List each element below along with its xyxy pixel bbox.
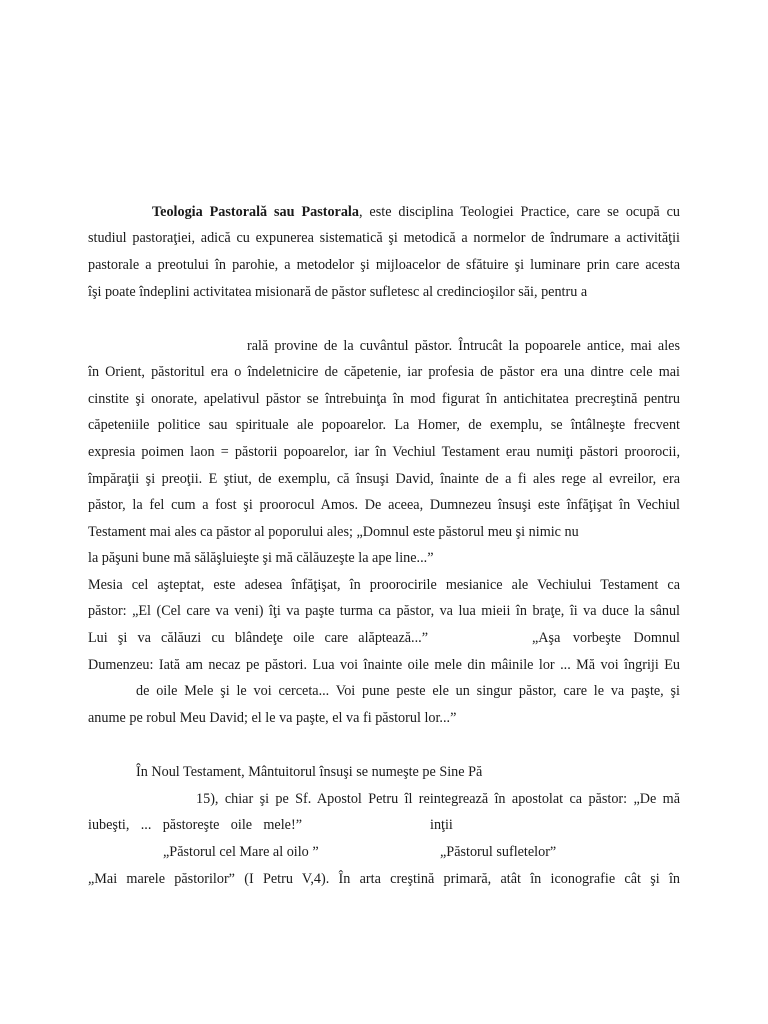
- paragraph-2-line-11: păstor: „El (Cel care va veni) îţi va paşte turma ca păstor, va lua mieii în braţe, îi va duce la sânul: [88, 603, 680, 619]
- paragraph-3-line-4-b: „Păstorul sufletelor”: [440, 844, 557, 860]
- paragraph-3-line-3-a: iubeşti, ... păstoreşte oile mele!”: [88, 817, 302, 833]
- paragraph-2-line-10: Mesia cel aşteptat, este adesea înfăţişat, în proorocirile mesianice ale Vechiului Testament ca: [88, 577, 680, 593]
- paragraph-2-line-13: Dumenzeu: Iată am necaz pe păstori. Lua voi înainte oile mele din mâinile lor ... Mă voi îngriji Eu: [88, 657, 680, 673]
- paragraph-3-line-1: În Noul Testament, Mântuitorul însuşi se numeşte pe Sine Pă: [136, 764, 483, 780]
- paragraph-1-line-2: studiul pastoraţiei, adică cu expunerea sistematică şi metodică a normelor de îndrumare a activităţii: [88, 230, 680, 246]
- paragraph-2-line-7: păstor, la fel cum a fost şi proorocul Amos. De aceea, Dumnezeu însuşi este înfăţişat în Vechiul: [88, 497, 680, 513]
- paragraph-3-line-4-a: „Păstorul cel Mare al oilo ”: [163, 844, 319, 860]
- paragraph-1-line-1: [152, 203, 680, 221]
- paragraph-1-line-3: pastorale a preotului în parohie, a metodelor şi mijloacelor de sfătuire şi luminare prin care acesta: [88, 257, 680, 273]
- paragraph-3-line-5: „Mai marele păstorilor” (I Petru V,4). În arta creştină primară, atât în iconografie cât şi în: [88, 871, 680, 887]
- paragraph-3-line-2: 15), chiar şi pe Sf. Apostol Petru îl reintegrează în apostolat ca păstor: „De mă: [196, 791, 680, 807]
- paragraph-2-line-5: expresia poimen laon = păstorii popoarelor, iar în Vechiul Testament erau numiţi păstori proorocii,: [88, 444, 680, 460]
- paragraph-2-line-14: de oile Mele şi le voi cerceta... Voi pune peste ele un singur păstor, care le va paşte, şi: [136, 683, 680, 699]
- paragraph-2-line-15: anume pe robul Meu David; el le va paşte, el va fi păstorul lor...”: [88, 710, 457, 726]
- paragraph-3-line-3-b: inţii: [430, 817, 453, 833]
- paragraph-2-line-8: Testament mai ales ca păstor al poporului ales; „Domnul este păstorul meu şi nimic nu: [88, 524, 579, 540]
- paragraph-2-line-3: cinstite şi onorate, apelativul păstor se întrebuinţa în mod figurat în antichitatea precreştină pentru: [88, 391, 680, 407]
- paragraph-1-line-1-rest: , este disciplina Teologiei Practice, care se ocupă cu: [358, 204, 680, 220]
- paragraph-2-line-4: căpeteniile politice sau spirituale ale popoarelor. La Homer, de exemplu, se întâlneşte frecvent: [88, 417, 680, 433]
- paragraph-1-line-4: îşi poate îndeplini activitatea misionară de păstor sufletesc al credincioşilor săi, pentru a: [88, 284, 588, 300]
- paragraph-2-line-1: rală provine de la cuvântul păstor. Întrucât la popoarele antice, mai ales: [247, 338, 680, 354]
- paragraph-2-line-2: în Orient, păstoritul era o îndeletnicire de căpetenie, iar profesia de păstor era una dintre cele mai: [88, 364, 680, 380]
- paragraph-2-line-6: împăraţii şi preoţii. E ştiut, de exemplu, că însuşi David, înainte de a fi ales rege al evreilor, era: [88, 471, 680, 487]
- paragraph-2-line-9: la păşuni bune mă sălăşluieşte şi mă călăuzeşte la ape line...”: [88, 550, 434, 566]
- bold-term: Teologia Pastorală sau Pastorala: [152, 204, 359, 220]
- paragraph-2-line-12-b: „Aşa vorbeşte Domnul: [532, 630, 680, 646]
- paragraph-2-line-12-a: Lui şi va călăuzi cu blândeţe oile care alăptează...”: [88, 630, 428, 646]
